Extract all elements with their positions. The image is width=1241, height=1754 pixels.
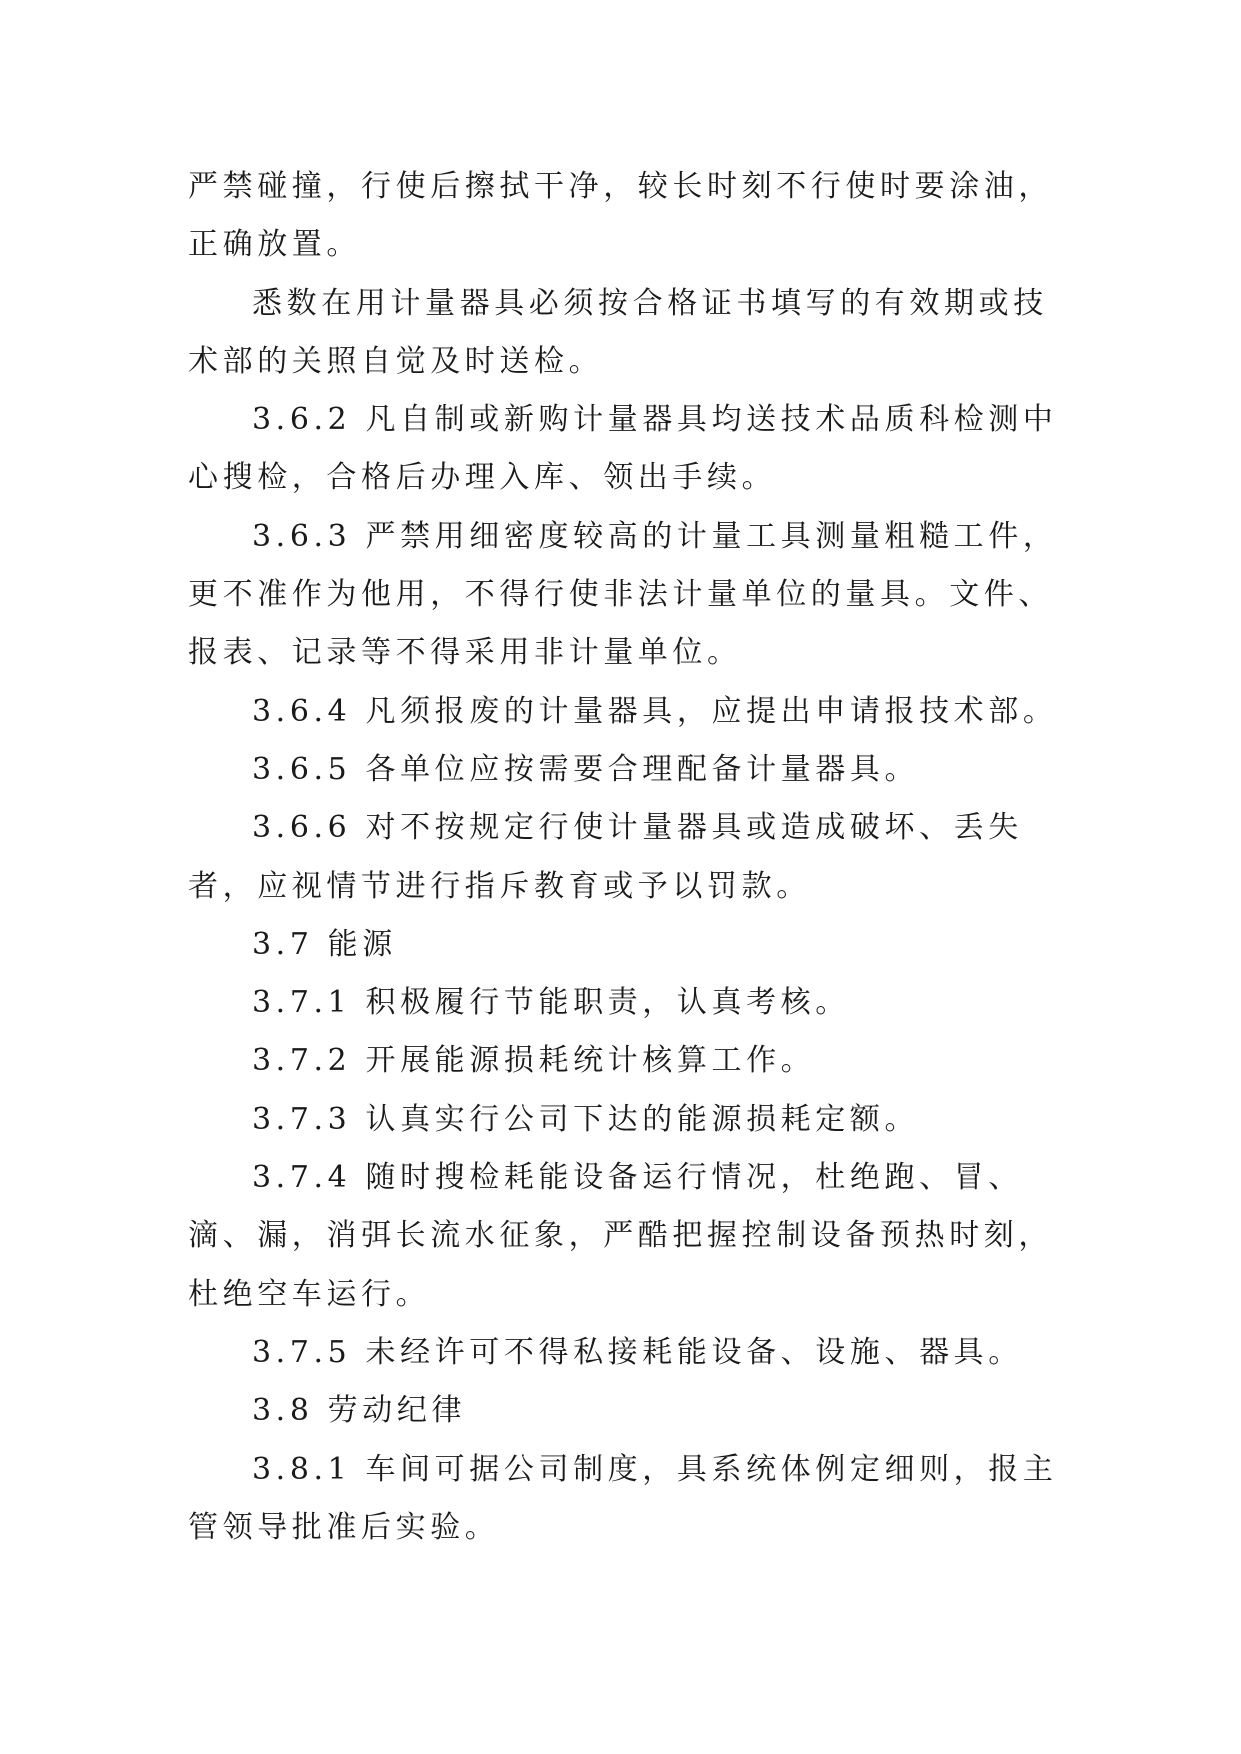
paragraph-3-6-2: 3.6.2 凡自制或新购计量器具均送技术品质科检测中心搜检，合格后办理入库、领出手续。 [188,402,1058,496]
paragraph-3-7-1: 3.7.1 积极履行节能职责，认真考核。 [252,985,850,1021]
paragraph-3-7-4: 3.7.4 随时搜检耗能设备运行情况，杜绝跑、冒、滴、漏，消弭长流水征象，严酷把握控制设备预热时刻，杜绝空车运行。 [188,1160,1053,1312]
paragraph-3-7-3: 3.7.3 认真实行公司下达的能源损耗定额。 [252,1101,920,1137]
paragraph-3-6-3: 3.6.3 严禁用细密度较高的计量工具测量粗糙工件，更不准作为他用，不得行使非法计量单位的量具。文件、报表、记录等不得采用非计量单位。 [188,518,1058,671]
document-body [188,158,1068,1557]
section-heading-3-7: 3.7 能源 [252,926,397,962]
paragraph-3-8-1: 3.8.1 车间可据公司制度，具系统体例定细则，报主管领导批准后实验。 [188,1451,1058,1545]
paragraph-3-7-5: 3.7.5 未经许可不得私接耗能设备、设施、器具。 [252,1334,1023,1370]
section-heading-3-8: 3.8 劳动纪律 [252,1393,467,1429]
paragraph-continuation: 严禁碰撞，行使后擦拭干净，较长时刻不行使时要涂油，正确放置。 [188,169,1053,263]
paragraph-3-6-5: 3.6.5 各单位应按需要合理配备计量器具。 [252,751,920,787]
paragraph-3-6-6: 3.6.6 对不按规定行使计量器具或造成破坏、丢失者，应视情节进行指斥教育或予以罚款。 [188,810,1023,904]
paragraph-calibration-rule: 悉数在用计量器具必须按合格证书填写的有效期或技术部的关照自觉及时送检。 [188,285,1048,379]
paragraph-3-6-4: 3.6.4 凡须报废的计量器具，应提出申请报技术部。 [252,693,1058,729]
paragraph-3-7-2: 3.7.2 开展能源损耗统计核算工作。 [252,1043,816,1079]
